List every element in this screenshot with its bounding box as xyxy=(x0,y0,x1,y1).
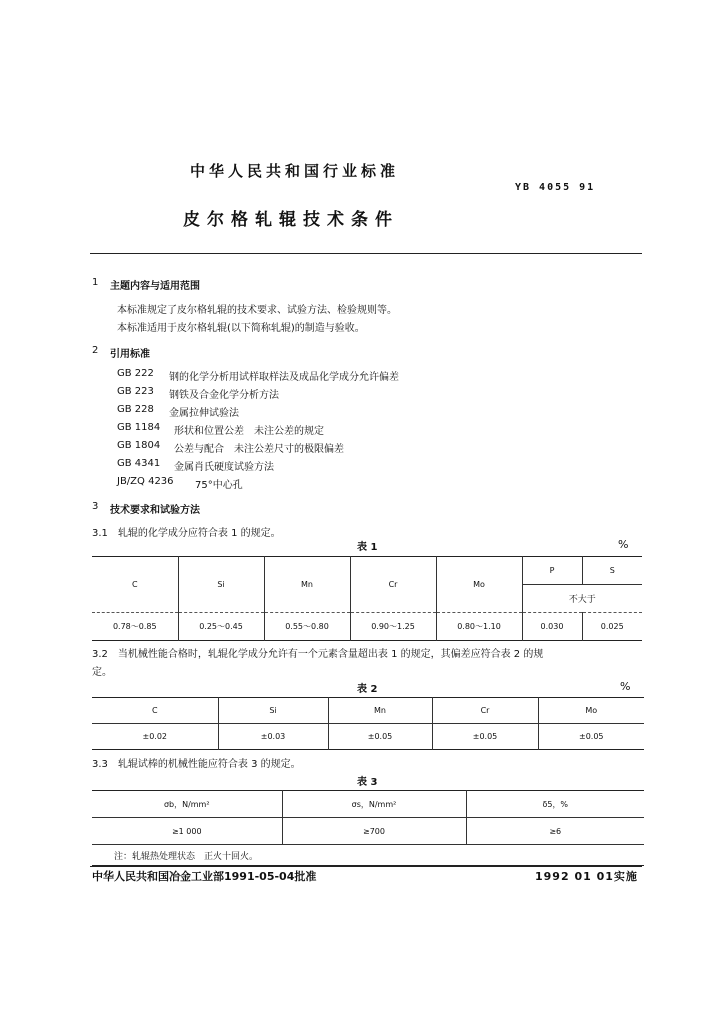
table-1-value-cell: 0.78～0.85 xyxy=(92,613,178,641)
table-2-unit: % xyxy=(620,680,631,693)
table-3-caption: 表 3 xyxy=(357,777,378,788)
reference-title: 公差与配合 未注公差尺寸的极限偏差 xyxy=(174,444,344,455)
table-1-chemical-composition xyxy=(92,556,642,641)
reference-title: 金属肖氏硬度试验方法 xyxy=(174,462,274,473)
section-1-paragraph-2: 本标准适用于皮尔格轧辊(以下简称轧辊)的制造与验收。 xyxy=(117,323,365,334)
clause-3-2-line-1: 3.2 当机械性能合格时，轧辊化学成分允许有一个元素含量超出表 1 的规定，其偏差应符合表 2 的规 xyxy=(92,649,544,660)
table-3-value-cell: ≥1 000 xyxy=(92,818,282,845)
table-1-header-cell: Mo xyxy=(436,557,522,613)
table-1-header-cell: P xyxy=(522,557,582,585)
table-1-header-cell: Cr xyxy=(350,557,436,613)
footer-rule xyxy=(90,866,642,867)
table-1-subheader: 不大于 xyxy=(568,595,596,605)
reference-code: GB 4341 xyxy=(117,458,161,469)
reference-code: GB 1804 xyxy=(117,440,161,451)
table-1-header-cell: S xyxy=(582,557,642,585)
reference-code: JB/ZQ 4236 xyxy=(117,476,174,487)
section-1-number: 1 xyxy=(92,277,99,288)
section-2-number: 2 xyxy=(92,345,99,356)
reference-title: 钢的化学分析用试样取样法及成品化学成分允许偏差 xyxy=(169,372,399,383)
approval-line: 中华人民共和国冶金工业部1991-05-04批准 xyxy=(92,870,317,883)
standard-code: YB 4055 91 xyxy=(515,182,596,193)
table-1-value-cell: 0.90～1.25 xyxy=(350,613,436,641)
table-2-header-cell: C xyxy=(92,698,218,724)
header-rule xyxy=(90,253,642,254)
reference-code: GB 222 xyxy=(117,368,154,379)
table-2-value-cell: ±0.05 xyxy=(328,724,432,750)
table-2-value-cell: ±0.05 xyxy=(578,732,604,741)
clause-3-1: 3.1 轧辊的化学成分应符合表 1 的规定。 xyxy=(92,528,281,539)
table-1-value-cell: 0.025 xyxy=(600,622,624,631)
table-3-header-cell: σs，N/mm² xyxy=(282,791,466,818)
reference-code: GB 223 xyxy=(117,386,154,397)
reference-title: 形状和位置公差 未注公差的规定 xyxy=(174,426,324,437)
table-1-header-cell: Si xyxy=(178,557,264,613)
reference-code: GB 1184 xyxy=(117,422,161,433)
table-3-note: 注：轧辊热处理状态 正火十回火。 xyxy=(114,851,259,862)
table-2-header-cell: Mn xyxy=(328,698,432,724)
table-2-caption: 表 2 xyxy=(357,684,378,695)
reference-title: 金属拉伸试验法 xyxy=(169,408,239,419)
table-1-unit: % xyxy=(618,538,629,551)
reference-title: 75°中心孔 xyxy=(195,480,243,491)
table-2-header-cell: Si xyxy=(218,698,328,724)
table-1-value-cell: 0.80～1.10 xyxy=(436,613,522,641)
section-2-heading: 引用标准 xyxy=(110,349,150,360)
table-2-value-cell: ±0.03 xyxy=(218,724,328,750)
table-2-header-cell: Cr xyxy=(432,698,538,724)
table-2-value-cell: ±0.02 xyxy=(92,724,218,750)
table-3-value-cell: ≥700 xyxy=(282,818,466,845)
table-1-value-cell: 0.25～0.45 xyxy=(178,613,264,641)
clause-3-2-line-2: 定。 xyxy=(92,667,112,678)
table-3-header-cell: δ5，% xyxy=(542,799,569,809)
table-1-value-cell: 0.55～0.80 xyxy=(264,613,350,641)
table-2-value-cell: ±0.05 xyxy=(432,724,538,750)
table-1-value-cell: 0.030 xyxy=(522,613,582,641)
section-3-heading: 技术要求和试验方法 xyxy=(110,505,200,516)
section-1-heading: 主题内容与适用范围 xyxy=(110,281,200,292)
effective-date: 1992 01 01实施 xyxy=(535,870,638,883)
table-3-mechanical-properties xyxy=(92,790,644,866)
section-1-paragraph-1: 本标准规定了皮尔格轧辊的技术要求、试验方法、检验规则等。 xyxy=(117,305,397,316)
clause-3-3: 3.3 轧辊试棒的机械性能应符合表 3 的规定。 xyxy=(92,759,301,770)
table-3-header-cell: σb，N/mm² xyxy=(92,791,282,818)
table-2-composition-deviation xyxy=(92,697,644,750)
issuing-body-title: 中华人民共和国行业标准 xyxy=(190,162,400,180)
reference-code: GB 228 xyxy=(117,404,154,415)
table-1-header-cell: C xyxy=(92,557,178,613)
document-title: 皮尔格轧辊技术条件 xyxy=(183,210,399,230)
reference-title: 钢铁及合金化学分析方法 xyxy=(169,390,279,401)
table-3-value-cell: ≥6 xyxy=(549,826,562,836)
table-1-caption: 表 1 xyxy=(357,542,378,553)
table-1-header-cell: Mn xyxy=(264,557,350,613)
section-3-number: 3 xyxy=(92,501,99,512)
table-2-header-cell: Mo xyxy=(585,706,598,715)
